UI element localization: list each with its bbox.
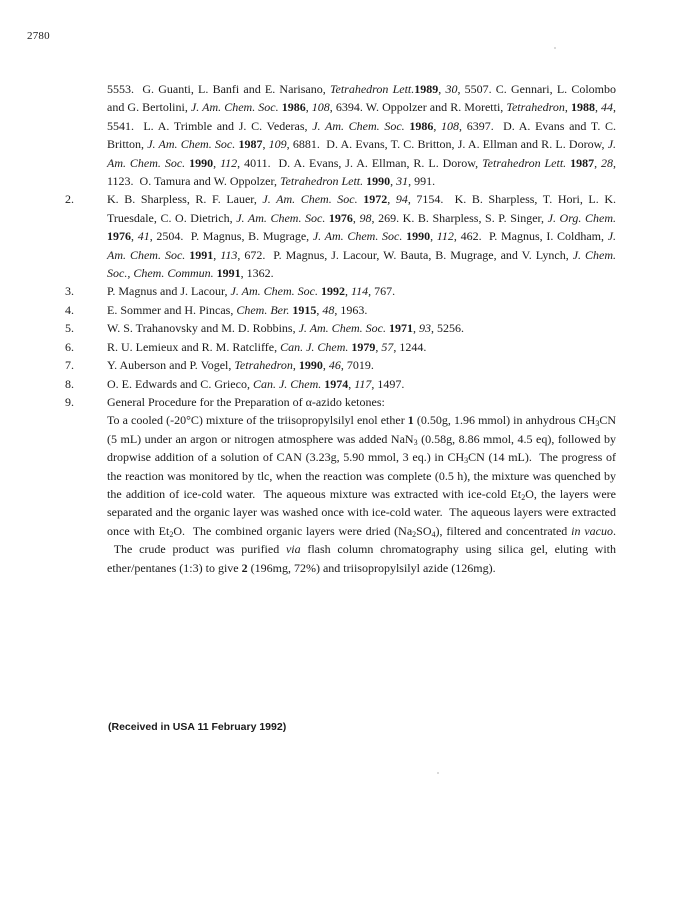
scan-speck (554, 47, 556, 49)
reference-item (60, 190, 616, 282)
reference-text: R. U. Lemieux and R. M. Ratcliffe, Can. J. Chem. 1979, 57, 1244. (107, 339, 427, 354)
reference-text: P. Magnus and J. Lacour, J. Am. Chem. Soc. 1992, 114, 767. (107, 284, 396, 299)
reference-text: General Procedure for the Preparation of α-azido ketones: To a cooled (-20°C) mixture of the triisopropylsilyl enol ether 1 (0.50g, 1.96 mmol) in anhydrous $CH_3CN$ (5 mL) under an argon or nitrogen atmosphere was added NaN$_3$ (0.58g, 8.86 mmol, 4.5 eq), followed by dropwise addition of a solution of CAN (3.23g, 5.90 mmol, 3 eq.) in $CH_3CN$ (14 mL). The progress of the reaction was monitored by tlc, when the reaction was complete (0.5 h), the mixture was quenched by the addition of ice-cold water. The aqueous mixture was extracted with ice-cold $Et_2O$, the layers were separated and the organic layer was washed once with ice-cold water. The aqueous layers were extracted once with $Et_2O$. The combined organic layers were dried $(Na_2SO_4)$, filtered and concentrated in vacuo. The crude product was purified via flash column chromatography using silica gel, eluting with ether/pentanes (1:3) to give 2 (196mg, 72%) and triisopropylsilyl azide (126mg). (107, 394, 617, 575)
scan-speck (437, 772, 439, 774)
reference-number: 3. (65, 284, 74, 299)
reference-text: Y. Auberson and P. Vogel, Tetrahedron, 1990, 46, 7019. (107, 358, 374, 373)
received-date: (Received in USA 11 February 1992) (108, 721, 287, 733)
reference-item (60, 356, 616, 374)
reference-item (60, 80, 616, 190)
reference-number: 2. (65, 192, 74, 207)
references-list (60, 80, 616, 577)
reference-number: 8. (65, 376, 74, 391)
reference-item (60, 301, 616, 319)
reference-number: 5. (65, 321, 74, 336)
reference-item (60, 375, 616, 393)
reference-number: 6. (65, 339, 74, 354)
reference-item (60, 393, 616, 577)
reference-item (60, 338, 616, 356)
reference-text: O. E. Edwards and C. Grieco, Can. J. Chem. 1974, 117, 1497. (107, 376, 405, 391)
reference-number: 4. (65, 302, 74, 317)
reference-text: W. S. Trahanovsky and M. D. Robbins, J. Am. Chem. Soc. 1971, 93, 5256. (107, 321, 465, 336)
reference-text: K. B. Sharpless, R. F. Lauer, J. Am. Chem. Soc. 1972, 94, 7154. K. B. Sharpless, T. Hori, L. K. Truesdale, C. O. Dietrich, J. Am. Chem. Soc. 1976, 98, 269. K. B. Sharpless, S. P. Singer, J. Org. Chem. 1976, 41, 2504. P. Magnus, B. Mugrage, J. Am. Chem. Soc. 1990, 112, 462. P. Magnus, I. Coldham, J. Am. Chem. Soc. 1991, 113, 672. P. Magnus, J. Lacour, W. Bauta, B. Mugrage, and V. Lynch, J. Chem. Soc., Chem. Commun. 1991, 1362. (107, 192, 617, 281)
page-number: 2780 (27, 30, 50, 42)
reference-number: 9. (65, 394, 74, 409)
reference-text: 5553. G. Guanti, L. Banfi and E. Narisano, Tetrahedron Lett.1989, 30, 5507. C. Gennari, L. Colombo and G. Bertolini, J. Am. Chem. Soc. 1986, 108, 6394. W. Oppolzer and R. Moretti, Tetrahedron, 1988, 44, 5541. L. A. Trimble and J. C. Vederas, J. Am. Chem. Soc. 1986, 108, 6397. D. A. Evans and T. C. Britton, J. Am. Chem. Soc. 1987, 109, 6881. D. A. Evans, T. C. Britton, J. A. Ellman and R. L. Dorow, J. Am. Chem. Soc. 1990, 112, 4011. D. A. Evans, J. A. Ellman, R. L. Dorow, Tetrahedron Lett. 1987, 28, 1123. O. Tamura and W. Oppolzer, Tetrahedron Lett. 1990, 31, 991. (107, 82, 617, 189)
reference-item (60, 282, 616, 300)
reference-item (60, 319, 616, 337)
reference-number: 7. (65, 358, 74, 373)
reference-text: E. Sommer and H. Pincas, Chem. Ber. 1915, 48, 1963. (107, 302, 368, 317)
